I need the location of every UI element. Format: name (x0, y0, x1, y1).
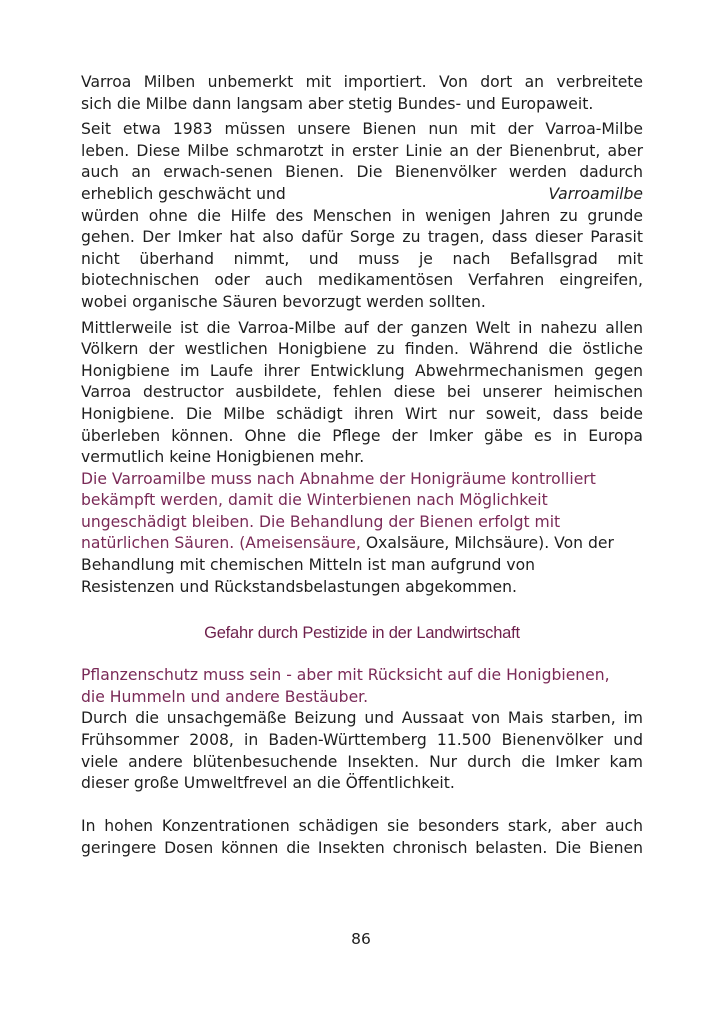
text-line: Seit etwa 1983 müssen unsere Bienen nun mit der Varroa-Milbe (81, 120, 643, 139)
text-line: Durch die unsachgemäße Beizung und Aussaat von Mais starben, im (81, 709, 643, 728)
text-line: Frühsommer 2008, in Baden-Württemberg 11.500 Bienenvölker und (81, 731, 643, 750)
paragraph (81, 119, 643, 313)
text-line: biotechnischen oder auch medikamentösen Verfahren eingreifen, (81, 271, 643, 290)
text-line: geringere Dosen können die Insekten chronisch belasten. Die Bienen (81, 839, 643, 857)
page-number: 86 (351, 930, 371, 948)
text-line: auch an erwach-senen Bienen. Die Bienenvölker werden dadurch (81, 163, 643, 182)
text-line: Mittlerweile ist die Varroa-Milbe auf der ganzen Welt in nahezu allen (81, 318, 643, 337)
highlight-line: die Hummeln und andere Bestäuber. (81, 687, 369, 706)
page-body (81, 72, 643, 860)
section-heading: Gefahr durch Pestizide in der Landwirtschaft (204, 624, 520, 643)
highlight-line: Die Varroamilbe muss nach Abnahme der Honigräume kontrolliert (81, 469, 596, 488)
text-line: Resistenzen und Rückstandsbelastungen abgekommen. (81, 577, 517, 596)
text-line: Varroa Milben unbemerkt mit importiert. Von dort an verbreitete (81, 73, 643, 91)
highlight-line: Pflanzenschutz muss sein - aber mit Rücksicht auf die Honigbienen, (81, 666, 610, 685)
highlight-line: bekämpft werden, damit die Winterbienen nach Möglichkeit (81, 491, 548, 510)
text-line: vermutlich keine Honigbienen mehr. (81, 448, 365, 467)
text-line: viele andere blütenbesuchende Insekten. Nur durch die Imker kam (81, 752, 643, 771)
text-line: überleben können. Ohne die Pflege der Imker gäbe es in Europa (81, 426, 643, 445)
text-line: sich die Milbe dann langsam aber stetig Bundes- und Europaweit. (81, 94, 594, 113)
text-line: nicht überhand nimmt, und muss je nach Befallsgrad mit (81, 249, 643, 268)
text-line: Behandlung mit chemischen Mitteln ist man aufgrund von (81, 556, 536, 575)
paragraph (81, 318, 643, 469)
italic-term: Varroamilbe (548, 184, 643, 203)
paragraph (81, 816, 643, 859)
text-line: Honigbiene. Die Milbe schädigt ihren Wirt nur soweit, dass beide (81, 404, 643, 423)
paragraph (81, 469, 643, 599)
text-line: würden ohne die Hilfe des Menschen in wenigen Jahren zu grunde (81, 206, 643, 225)
text-line: gehen. Der Imker hat also dafür Sorge zu tragen, dass dieser Parasit (81, 228, 643, 247)
paragraph (81, 72, 643, 115)
text-fragment: Oxalsäure, Milchsäure). Von der (360, 534, 614, 553)
text-line: In hohen Konzentrationen schädigen sie besonders stark, aber auch (81, 817, 643, 836)
text-line: Honigbiene im Laufe ihrer Entwicklung Abwehrmechanismen gegen (81, 361, 643, 380)
text-line: Varroa destructor ausbildete, fehlen diese bei unserer heimischen (81, 383, 643, 402)
text-line: Völkern der westlichen Honigbiene zu finden. Während die östliche (81, 340, 643, 359)
text-line: wobei organische Säuren bevorzugt werden sollten. (81, 292, 486, 311)
highlight-line: ungeschädigt bleiben. Die Behandlung der Bienen erfolgt mit (81, 512, 561, 531)
highlight-fragment: natürlichen Säuren. (Ameisensäure, (81, 534, 361, 553)
text-line (81, 533, 643, 555)
text-fragment: erheblich geschwächt und (81, 184, 286, 203)
text-line: dieser große Umweltfrevel an die Öffentlichkeit. (81, 774, 455, 793)
text-line: leben. Diese Milbe schmarotzt in erster Linie an der Bienenbrut, aber (81, 141, 643, 160)
paragraph (81, 665, 643, 795)
text-line (81, 184, 643, 206)
